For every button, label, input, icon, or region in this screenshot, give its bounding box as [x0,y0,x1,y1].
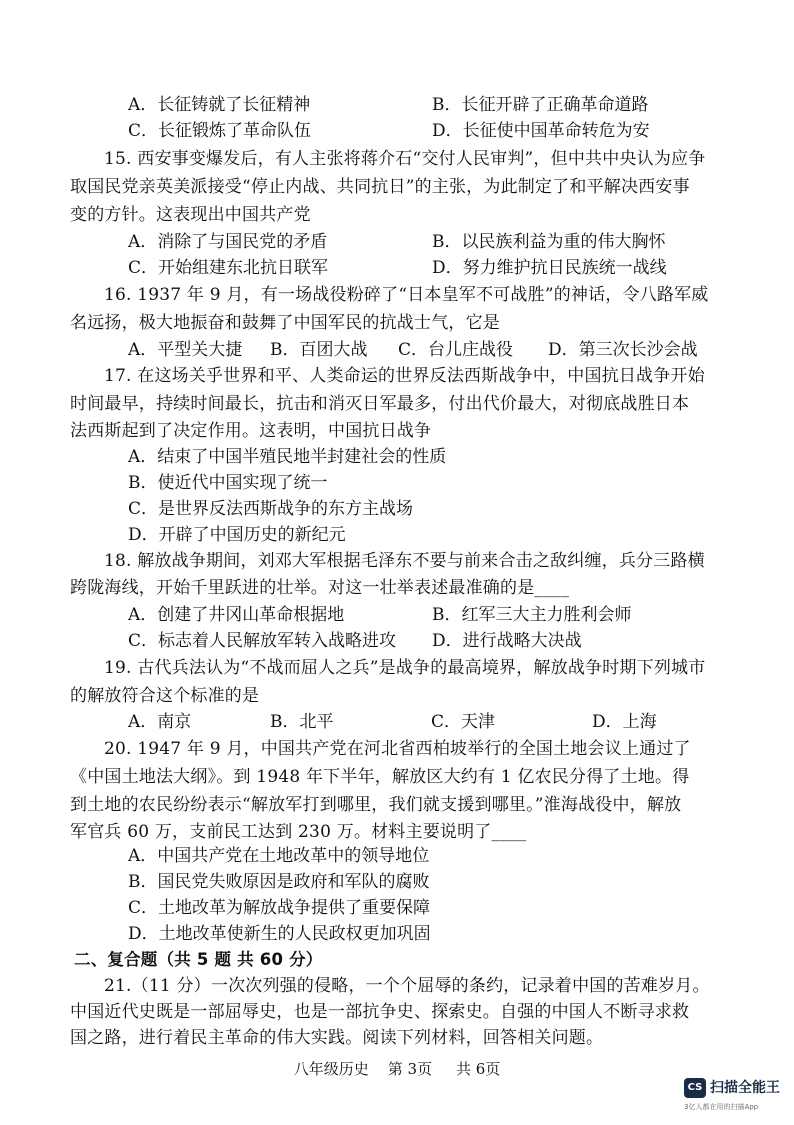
q20-option-a: A．中国共产党在土地改革中的领导地位 [128,846,430,866]
q20-stem-line3: 到土地的农民纷纷表示“解放军打到哪里，我们就支援到哪里。”淮海战役中，解放 [70,795,682,815]
q16-stem-line2: 名远扬，极大地振奋和鼓舞了中国军民的抗战士气，它是 [70,313,500,333]
q14-option-a: A．长征铸就了长征精神 [128,95,311,115]
q19-stem-line2: 的解放符合这个标准的是 [70,686,260,706]
q17-option-b: B．使近代中国实现了统一 [128,473,328,493]
q17-option-c: C．是世界反法西斯战争的东方主战场 [128,499,414,519]
q14-option-b: B．长征开辟了正确革命道路 [432,95,649,115]
q18-option-c: C．标志着人民解放军转入战略进攻 [128,631,397,651]
section-heading: 二、复合题（共 5 题 共 60 分） [74,950,323,969]
q18-option-b: B．红军三大主力胜利会师 [432,605,632,625]
q16-stem-line1: 16. 1937 年 9 月，有一场战役粉碎了“日本皇军不可战胜”的神话，令八路军威 [104,285,709,305]
q17-stem-line3: 法西斯起到了决定作用。这表明，中国抗日战争 [70,421,432,441]
q15-stem-line2: 取国民党亲英美派接受“停止内战、共同抗日”的主张，为此制定了和平解决西安事 [70,177,690,197]
q19-option-c: C．天津 [431,712,496,732]
q19-stem-line1: 19. 古代兵法认为“不战而屈人之兵”是战争的最高境界，解放战争时期下列城市 [104,658,706,678]
q15-option-b: B．以民族利益为重的伟大胸怀 [432,232,666,252]
q20-option-d: D．土地改革使新生的人民政权更加巩固 [128,924,431,944]
q16-option-a: A．平型关大捷 [128,340,243,360]
q21-stem-line2: 中国近代史既是一部屈辱史，也是一部抗争史、探索史。自强的中国人不断寻求救 [70,1002,690,1022]
q15-stem-line3: 变的方针。这表现出中国共产党 [70,205,311,225]
q18-stem-line1: 18. 解放战争期间，刘邓大军根据毛泽东不要与前来合击之敌纠缠，兵分三路横 [104,551,705,571]
watermark-name: 扫描全能王 [710,1080,780,1096]
q21-stem-line1: 21.（11 分）一次次列强的侵略，一个个屈辱的条约，记录着中国的苦难岁月。 [104,976,710,996]
q20-stem-line4: 军官兵 60 万，支前民工达到 230 万。材料主要说明了____ [70,822,527,842]
scanner-watermark [684,1078,788,1118]
q19-option-b: B．北平 [270,712,334,732]
q16-option-d: D．第三次长沙会战 [548,340,698,360]
q18-stem-line2: 跨陇海线，开始千里跃进的壮举。对这一壮举表述最准确的是____ [70,578,570,598]
q21-stem-line3: 国之路，进行着民主革命的伟大实践。阅读下列材料，回答相关问题。 [70,1028,604,1048]
q15-option-c: C．开始组建东北抗日联军 [128,258,329,278]
q15-stem-line1: 15. 西安事变爆发后，有人主张将蒋介石“交付人民审判”，但中共中央认为应争 [104,149,706,169]
q17-option-a: A．结束了中国半殖民地半封建社会的性质 [128,447,447,467]
q14-option-c: C．长征锻炼了革命队伍 [128,121,312,141]
q18-option-d: D．进行战略大决战 [432,631,582,651]
q19-option-a: A．南京 [128,712,192,732]
q20-option-b: B．国民党失败原因是政府和军队的腐败 [128,872,430,892]
camscanner-logo-icon: CS [684,1078,706,1098]
q20-stem-line1: 20. 1947 年 9 月，中国共产党在河北省西柏坡举行的全国土地会议上通过了 [104,739,691,759]
q17-stem-line2: 时间最早，持续时间最长，抗击和消灭日军最多，付出代价最大，对彻底战胜日本 [70,394,690,414]
q16-option-c: C．台儿庄战役 [398,340,514,360]
q15-option-a: A．消除了与国民党的矛盾 [128,232,328,252]
page-footer: 八年级历史 第 3页 共 6页 [293,1060,501,1078]
q18-option-a: A．创建了井冈山革命根据地 [128,605,345,625]
q20-option-c: C．土地改革为解放战争提供了重要保障 [128,898,431,918]
q17-stem-line1: 17. 在这场关乎世界和平、人类命运的世界反法西斯战争中，中国抗日战争开始 [104,366,705,386]
q15-option-d: D．努力维护抗日民族统一战线 [432,258,667,278]
q17-option-d: D．开辟了中国历史的新纪元 [128,525,346,545]
q20-stem-line2: 《中国土地法大纲》。到 1948 年下半年，解放区大约有 1 亿农民分得了土地。得 [70,767,690,787]
q16-option-b: B．百团大战 [270,340,368,360]
q14-option-d: D．长征使中国革命转危为安 [432,121,650,141]
q19-option-d: D．上海 [592,712,657,732]
watermark-subtitle: 3亿人都在用的扫描App [684,1103,759,1111]
